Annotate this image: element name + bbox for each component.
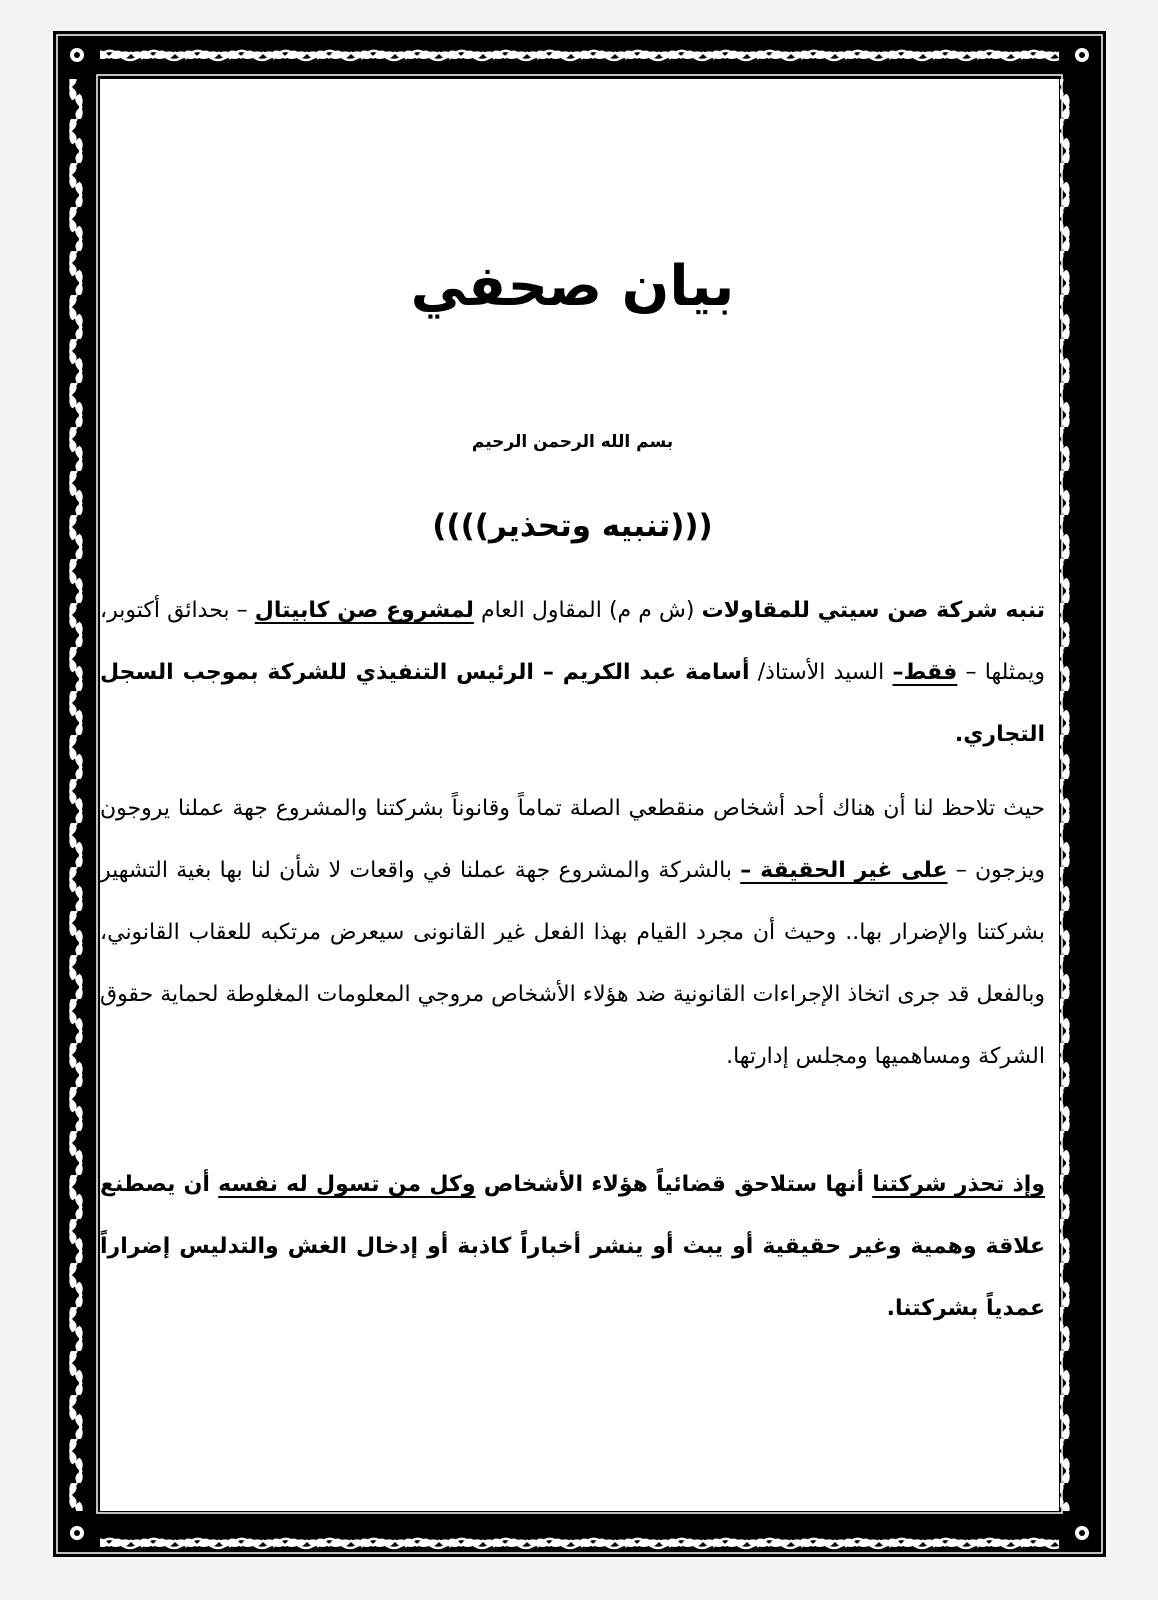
untrue-emphasis: على غير الحقيقة – (740, 858, 948, 883)
warning-anyone: وكل من تسول له نفسه (218, 1172, 476, 1197)
company-role: (ش م م) المقاول العام (473, 598, 702, 623)
warning-lead: وإذ تحذر شركتنا (872, 1172, 1046, 1197)
location-text: – بحدائق أكتوبر، ويمثلها – (100, 598, 1045, 685)
warning-heading: (((تنبيه وتحذير)))) (432, 508, 713, 544)
project-name: لمشروع صن كابيتال (254, 598, 474, 623)
warning-text-2: أن يصطنع علاقة وهمية وغير حقيقية أو يبث أو ينشر أخباراً كاذبة أو إدخال الغش والتدليس إضراراً عمدياً بشركتنا. (100, 1172, 1045, 1321)
company-name: تنبه شركة صن سيتي للمقاولات (701, 598, 1045, 623)
paragraph-warning (100, 1154, 1045, 1340)
paragraph-observation (100, 778, 1045, 1088)
warning-text-1: أنها ستلاحق قضائياً هؤلاء الأشخاص (475, 1172, 873, 1197)
basmala-line: بسم الله الرحمن الرحيم (471, 432, 674, 452)
paragraph-company-notice (100, 580, 1045, 766)
page-title: بيان صحفي (410, 254, 735, 319)
representative-name: أسامة عبد الكريم – الرئيس التنفيذي للشركة بموجب السجل التجاري. (100, 660, 1045, 747)
only-emphasis: فقط– (892, 660, 958, 685)
observation-text-2: بالشركة والمشروع جهة عملنا في واقعات لا شأن لنا بها بغية التشهير بشركتنا والإضرار بها.. وحيث أن مجرد القيام بهذا الفعل غير القانونى سيعرض مرتكبه للعقاب القانوني، وبالفعل قد جرى اتخاذ الإجراءات القانونية ضد هؤلاء الأشخاص مروجي المعلومات المغلوطة لحماية حقوق الشركة ومساهميها ومجلس إدارتها. (100, 858, 1045, 1069)
document-content (100, 0, 1045, 1526)
representative-title: السيد الأستاذ/ (749, 660, 893, 685)
observation-text-1: حيث تلاحظ لنا أن هناك أحد أشخاص منقطعي الصلة تماماً وقانوناً بشركتنا والمشروع جهة عملنا يروجون ويزجون – (100, 796, 1045, 883)
